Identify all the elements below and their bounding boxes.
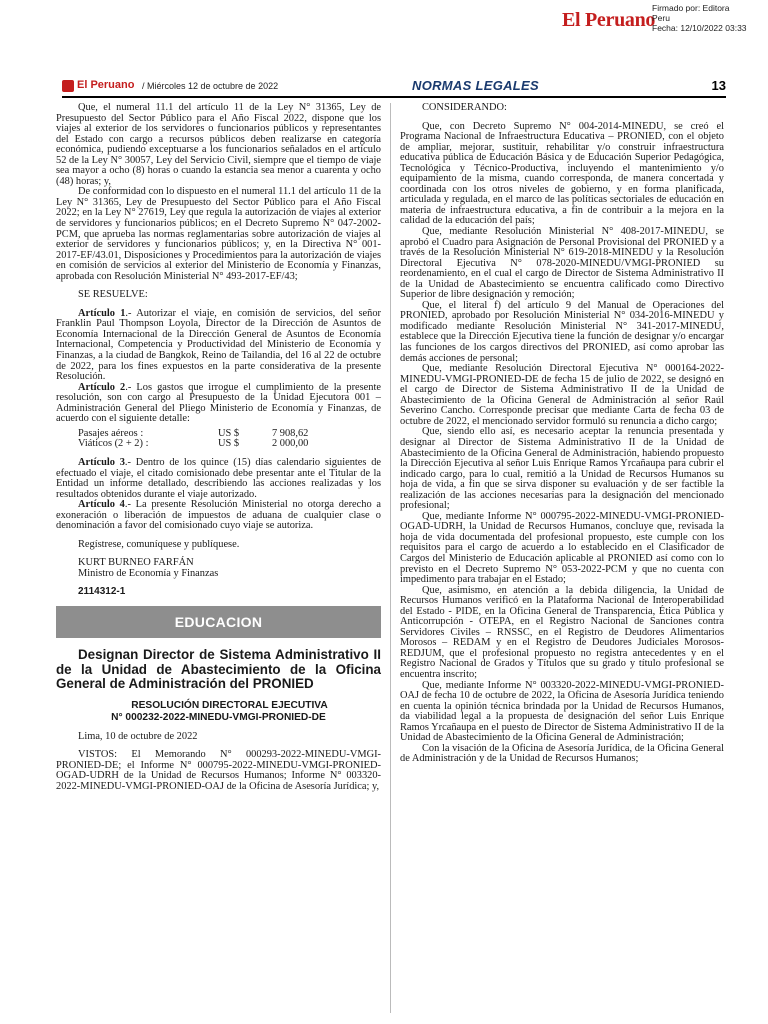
document-code: 2114312-1 bbox=[78, 586, 126, 598]
column-divider bbox=[390, 103, 391, 1013]
paragraph: Que, asimismo, en atención a la debida diligencia, la Unidad de Recursos Humanos verificó en la Plataforma Nacional de Interoperabilidad del Estado - PIDE, en la Oficina General de Transparencia, Ética Pública y Anticorrupción - OTEPA, en el Registro Nacional de Sanciones contra Servidores Civiles – RNSSC, en el Registro de Deudores Alimentarios Morosos – REDAM y en el Registro de Deudores Judiciales Morosos- REDJUM, que el profesional propuesto no registra antecedentes y en el Registro Nacional de Grados y Títulos que su grado y título profesional se encuentra inscrito; bbox=[400, 584, 724, 680]
paragraph: Con la visación de la Oficina de Asesoría Jurídica, de la Oficina General de Administración y de la Unidad de Recursos Humanos; bbox=[400, 742, 724, 765]
header-section: NORMAS LEGALES bbox=[412, 78, 539, 93]
paragraph: Que, mediante Informe N° 003320-2022-MINEDU-VMGI-PRONIED-OAJ de fecha 10 de octubre de 2022, la Oficina de Asesoría Jurídica teniendo en cuenta la opinión técnica brindada por la Unidad de Recursos Humanos, da viabilidad legal a la propuesta de designación del señor Luis Enrique Ramos Yrcañaupa en el puesto de Director de Sistema Administrativo II de la Unidad de Abastecimiento de la Oficina General de Administración; bbox=[400, 679, 724, 744]
el-peruano-logo-icon bbox=[62, 80, 74, 92]
article-label: Artículo 1 bbox=[78, 307, 126, 319]
paragraph: Que, mediante Resolución Directoral Ejecutiva N° 000164-2022-MINEDU-VMGI-PRONIED-DE de fecha 15 de julio de 2022, se designó en el cargo de Director de Sistema Administrativo II de la Unidad de Abastecimiento de la Oficina General de Administración al señor Raúl Severino Cancho. Corresponde precisar que mediante Carta de fecha 03 de octubre de 2022, el mencionado servidor formuló su renuncia a dicho cargo; bbox=[400, 363, 724, 427]
paragraph: Que, mediante Informe N° 000795-2022-MINEDU-VMGI-PRONIED-OGAD-UDRH, la Unidad de Recursos Humanos, concluye que, revisada la hoja de vida documentada del profesional propuesto, este cumple con los requisitos para el cargo de acuerdo a lo establecido en el Clasificador de Cargos del Ministerio de Educación aplicable al PRONIED así como con lo previsto en el Decreto Supremo N° 053-2022-PCM y que no cuenta con impedimento para trabajar en el Estado; bbox=[400, 510, 724, 586]
article-label: Artículo 2 bbox=[78, 381, 126, 393]
stamp-date: Fecha: 12/10/2022 03:33 bbox=[652, 23, 747, 33]
stamp-text bbox=[652, 3, 747, 33]
closing: Regístrese, comuníquese y publíquese. bbox=[78, 538, 240, 550]
left-column bbox=[56, 103, 381, 792]
paragraph: Que, con Decreto Supremo N° 004-2014-MINEDU, se creó el Programa Nacional de Infraestructura Educativa – PRONIED, con el objeto de ampliar, mejorar, sustituir, rehabilitar y/o construir infraestructura educativa pública de Educación Básica y de Educación Superior Pedagógica, Tecnológica y Técnico-Productiva, incluyendo el mantenimiento y/o equipamiento de la misma, cuando corresponda, de manera concertada y coordinada con los otros niveles de gobierno, y en forma planificada, articulada y regulada, en el marco de las políticas sectoriales de educación en materia de infraestructura educativa, a fin de contribuir a la mejora en la calidad de la educación del país; bbox=[400, 120, 724, 227]
stamp-logo: El Peruano bbox=[562, 9, 656, 31]
section-banner: EDUCACION bbox=[56, 606, 381, 638]
headline: Designan Director de Sistema Administrativo II de la Unidad de Abastecimiento de la Oficina General de Administración del PRONIED bbox=[56, 646, 381, 692]
paragraph: Que, siendo ello así, es necesario aceptar la renuncia presentada y designar al Director de Sistema Administrativo II de la Unidad de Abastecimiento de la Oficina General de Administración, habiendo propuesto la Dirección Ejecutiva al señor Luis Enrique Ramos Yrcañaupa para cubrir el indicado cargo, para lo cual, remitió a la Unidad de Recursos Humanos su hoja de vida, a fin que se sirva disponer su evaluación y de ser factible la realización de las acciones necesarias para la designación del mencionado profesional; bbox=[400, 426, 724, 512]
vistos: VISTOS: El Memorando N° 000293-2022-MINEDU-VMGI-PRONIED-DE; el Informe N° 000795-2022-MINEDU-VMGI-PRONIED-OGAD-UDRH de la Unidad de Recursos Humanos; Informe N° 003320-2022-MINEDU-VMGI-PRONIED-OAJ de la Oficina de Asesoría Jurídica; y, bbox=[56, 749, 381, 792]
amount-row: Pasajes aéreos : US $ 7 908,62 bbox=[78, 427, 309, 439]
article-label: Artículo 4 bbox=[78, 499, 125, 511]
place-date: Lima, 10 de octubre de 2022 bbox=[78, 730, 198, 742]
signer-name: KURT BURNEO FARFÁN bbox=[78, 557, 194, 569]
header-date: / Miércoles 12 de octubre de 2022 bbox=[142, 81, 279, 91]
article-2: Artículo 2.- Los gastos que irrogue el cumplimiento de la presente resolución, son con cargo al Presupuesto de la Unidad Ejecutora 001 – Administración General del Pliego Ministerio de Economía y Finanzas, de acuerdo con el siguiente detalle: bbox=[56, 381, 381, 425]
resolution-title: RESOLUCIÓN DIRECTORAL EJECUTIVA N° 000232-2022-MINEDU-VMGI-PRONIED-DE bbox=[111, 699, 328, 723]
digital-signature-stamp bbox=[0, 0, 768, 40]
amount-row: Viáticos (2 + 2) : US $ 2 000,00 bbox=[78, 438, 309, 450]
header-logo: El Peruano bbox=[77, 79, 135, 91]
signer-title: Ministro de Economía y Finanzas bbox=[78, 567, 219, 579]
paragraph: Que, el literal f) del artículo 9 del Manual de Operaciones del PRONIED, aprobado por Resolución Ministerial N° 034-2016-MINEDU y modificado mediante Resolución Ministerial N° 341-2017-MINEDU, establece que la Dirección Ejecutiva tiene la función de designar y/o encargar las funciones de los cargos directivos del PRONIED, así como aprobar las demás acciones de personal; bbox=[400, 299, 724, 364]
stamp-signed-by-2: Peru bbox=[652, 13, 670, 23]
article-3: Artículo 3.- Dentro de los quince (15) días calendario siguientes de efectuado el viaje, el citado comisionado debe presentar ante el Titular de la Entidad un informe detallado, describiendo las acciones realizadas y los resultados obtenidos durante el viaje autorizado. bbox=[56, 456, 381, 500]
article-label: Artículo 3 bbox=[78, 456, 125, 468]
paragraph: Que, mediante Resolución Ministerial N° 408-2017-MINEDU, se aprobó el Cuadro para Asignación de Personal Provisional del PRONIED y a través de la Resolución Ministerial N° 619-2018-MINEDU y la Resolución Directoral Ejecutiva N° 078-2020-MINEDU/VMGI-PRONIED su reordenamiento, en el cual el cargo de Director de Sistema Administrativo II de la Unidad de Abastecimiento se encuentra calificado como Directivo Superior de libre designación y remoción; bbox=[400, 226, 724, 301]
considerando-heading: CONSIDERANDO: bbox=[422, 102, 507, 113]
article-4: Artículo 4.- La presente Resolución Ministerial no otorga derecho a exoneración o liberación de impuestos de aduana de cualquier clase o denominación a favor del comisionado cuyo viaje se autoriza. bbox=[56, 499, 381, 532]
paragraph: De conformidad con lo dispuesto en el numeral 11.1 del artículo 11 de la Ley N° 31365, Ley de Presupuesto del Sector Público para el Año Fiscal 2022; en la Ley N° 27619, Ley que regula la autorización de viajes al exterior de servidores y funcionarios públicos; en el Decreto Supremo N° 047-2002-PCM, que aprueba las normas reglamentarias sobre autorización de viajes al exterior de servidores y funcionarios públicos; y, en la Directiva N° 001-2017-EF/43.01, Disposiciones y Procedimientos para la autorización de viajes en comisión de servicios al exterior del Ministerio de Economía y Finanzas, aprobada con Resolución Ministerial N° 493-2017-EF/43; bbox=[56, 186, 381, 282]
page-number: 13 bbox=[711, 78, 726, 93]
page-header bbox=[62, 78, 726, 100]
paragraph: Que, el numeral 11.1 del artículo 11 de la Ley N° 31365, Ley de Presupuesto del Sector Público para el Año Fiscal 2022, dispone que los viajes al exterior de los servidores o funcionarios públicos y representantes del Estado con cargo a recursos públicos deben realizarse en categoría económica, pudiendo exceptuarse a los funcionarios señalados en el artículo 52 de la Ley N° 30057, Ley del Servicio Civil, siempre que el tiempo de viaje sea mayor a ocho (8) horas o cuando la estancia sea menor a cuarenta y ocho (48) horas; y, bbox=[56, 102, 381, 187]
article-1: Artículo 1.- Autorizar el viaje, en comisión de servicios, del señor Franklin Paul Thompson Loyola, Director de la Dirección de Asuntos de Economía Internacional de la Dirección General de Asuntos de Economía Internacional, Competencia y Productividad del Ministerio de Economía y Finanzas, a la ciudad de Bangkok, Reino de Tailandia, del 16 al 22 de octubre de 2022, para los fines expuestos en la parte considerativa de la presente Resolución. bbox=[56, 307, 381, 383]
resuelve-heading: SE RESUELVE: bbox=[78, 289, 148, 301]
header-rule bbox=[62, 96, 726, 98]
right-column bbox=[400, 103, 724, 765]
stamp-signed-by: Firmado por: Editora bbox=[652, 3, 730, 13]
